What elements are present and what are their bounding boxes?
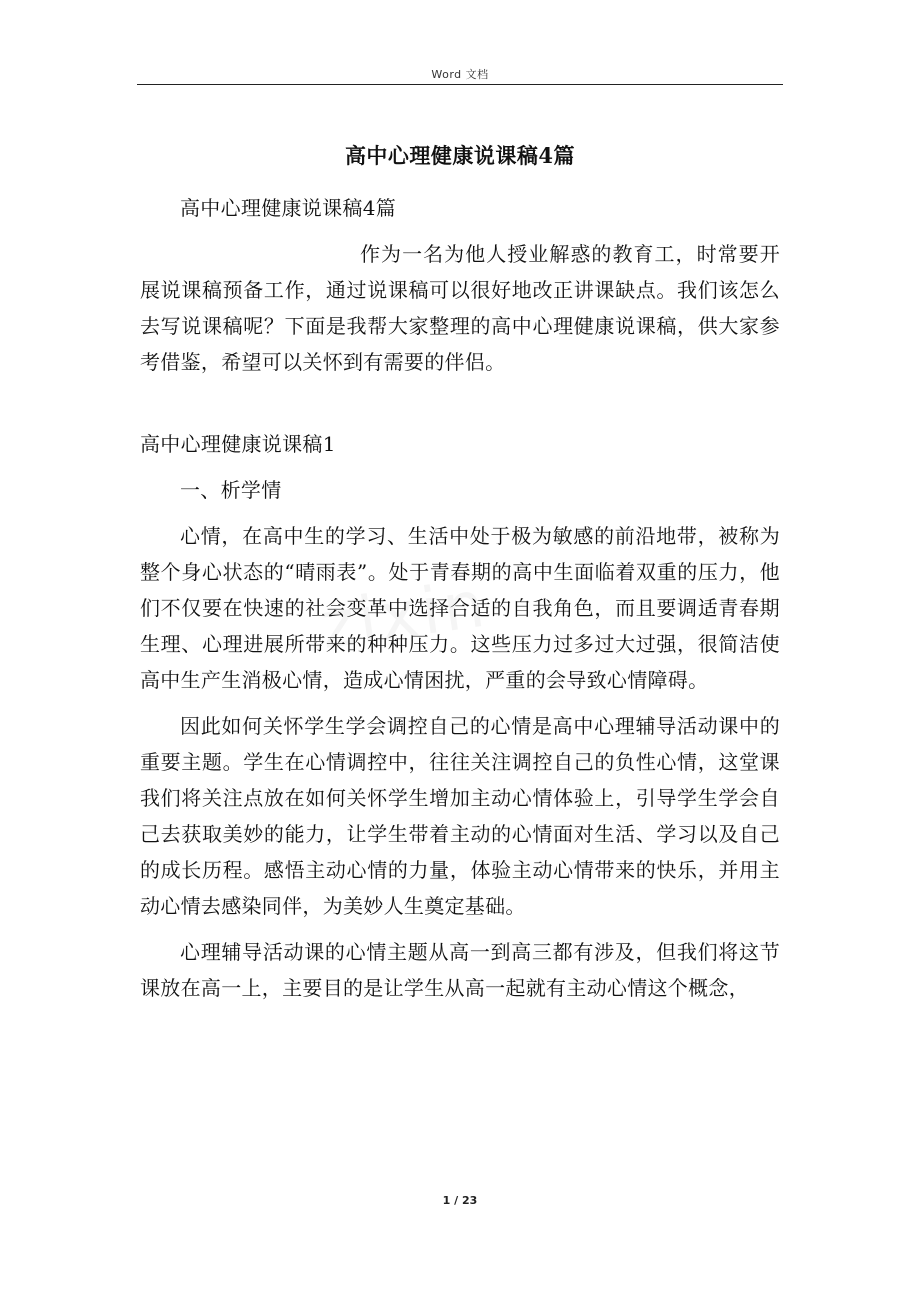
document-body — [140, 190, 780, 1006]
page-number: 1 / 23 — [442, 1194, 478, 1207]
body-paragraph: 心理辅导活动课的心情主题从高一到高三都有涉及，但我们将这节课放在高一上，主要目的是让学生从高一起就有主动心情这个概念， — [140, 940, 780, 1000]
document-title: 高中心理健康说课稿4篇 — [344, 143, 576, 168]
subsection-heading: 一、析学情 — [180, 478, 282, 502]
header-divider — [137, 84, 783, 85]
body-paragraph: 心情，在高中生的学习、生活中处于极为敏感的前沿地带，被称为整个身心状态的“晴雨表”。处于青春期的高中生面临着双重的压力，他们不仅要在快速的社会变革中选择合适的自我角色，而且要调适青春期生理、心理进展所带来的种种压力。这些压力过多过大过强，很简洁使高中生产生消极心情，造成心情困扰，严重的会导致心情障碍。 — [140, 524, 780, 692]
section-heading: 高中心理健康说课稿1 — [140, 432, 336, 456]
document-header-label: Word 文档 — [431, 68, 489, 81]
document-subtitle: 高中心理健康说课稿4篇 — [180, 196, 397, 220]
body-paragraph: 因此如何关怀学生学会调控自己的心情是高中心理辅导活动课中的重要主题。学生在心情调控中，往往关注调控自己的负性心情，这堂课我们将关注点放在如何关怀学生增加主动心情体验上，引导学生学会自己去获取美妙的能力，让学生带着主动的心情面对生活、学习以及自己的成长历程。感悟主动心情的力量，体验主动心情带来的快乐，并用主动心情去感染同伴，为美妙人生奠定基础。 — [140, 714, 780, 918]
intro-paragraph: 作为一名为他人授业解惑的教育工，时常要开展说课稿预备工作，通过说课稿可以很好地改正讲课缺点。我们该怎么去写说课稿呢？下面是我帮大家整理的高中心理健康说课稿，供大家参考借鉴，希望可以关怀到有需要的伴侣。 — [140, 242, 780, 374]
watermark-text: zixin — [316, 567, 493, 664]
